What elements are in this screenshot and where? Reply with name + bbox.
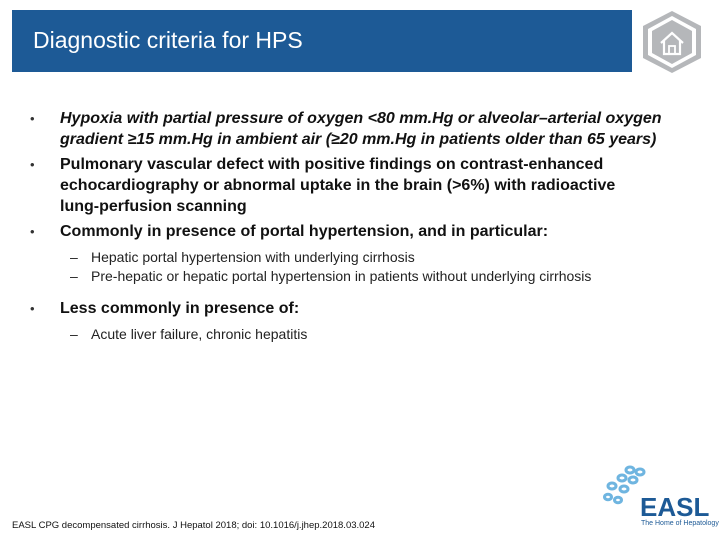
easl-logo xyxy=(600,462,719,532)
reference-citation: EASL CPG decompensated cirrhosis. J Hepatol 2018; doi: 10.1016/j.jhep.2018.03.024 xyxy=(12,520,375,531)
sub-bullet-marker: – xyxy=(70,249,78,265)
bullet-line: gradient ≥15 mm.Hg in ambient air (≥20 mm.Hg in patients older than 65 years) xyxy=(60,131,657,148)
home-icon[interactable] xyxy=(639,9,705,75)
slide-body xyxy=(30,108,700,344)
bullet-line: Hypoxia with partial pressure of oxygen <80 mm.Hg or alveolar–arterial oxygen xyxy=(60,110,662,127)
sub-bullet-marker: – xyxy=(70,326,78,342)
title-bar xyxy=(12,10,632,72)
logo-tagline: The Home of Hepatology xyxy=(641,520,719,527)
bullet-pulmonary-defect xyxy=(30,154,700,217)
bullet-line: echocardiography or abnormal uptake in the brain (>6%) with radioactive xyxy=(60,177,616,194)
bullet-less-commonly xyxy=(30,298,700,319)
bullet-marker: • xyxy=(30,301,35,316)
logo-wordmark: EASL xyxy=(640,492,710,522)
bullet-marker: • xyxy=(30,111,35,126)
bullet-line: Less commonly in presence of: xyxy=(60,300,300,317)
sub-bullet-acute-liver xyxy=(30,325,700,344)
bullet-line: lung-perfusion scanning xyxy=(60,198,247,215)
sub-bullet-marker: – xyxy=(70,268,78,284)
slide-header xyxy=(0,0,720,78)
sub-bullet-hepatic xyxy=(30,248,700,267)
sub-bullet-text: Pre-hepatic or hepatic portal hypertension in patients without underlying cirrhosis xyxy=(91,268,592,284)
sub-bullet-pre-hepatic xyxy=(30,267,700,286)
bullet-hypoxia xyxy=(30,108,700,150)
slide-title: Diagnostic criteria for HPS xyxy=(33,27,303,53)
bullet-portal-hypertension xyxy=(30,221,700,242)
bullet-marker: • xyxy=(30,224,35,239)
sub-bullet-text: Acute liver failure, chronic hepatitis xyxy=(91,326,308,342)
bullet-marker: • xyxy=(30,157,35,172)
bullet-line: Pulmonary vascular defect with positive findings on contrast-enhanced xyxy=(60,156,604,173)
sub-bullet-text: Hepatic portal hypertension with underlying cirrhosis xyxy=(91,249,415,265)
bullet-line: Commonly in presence of portal hypertension, and in particular: xyxy=(60,223,549,240)
